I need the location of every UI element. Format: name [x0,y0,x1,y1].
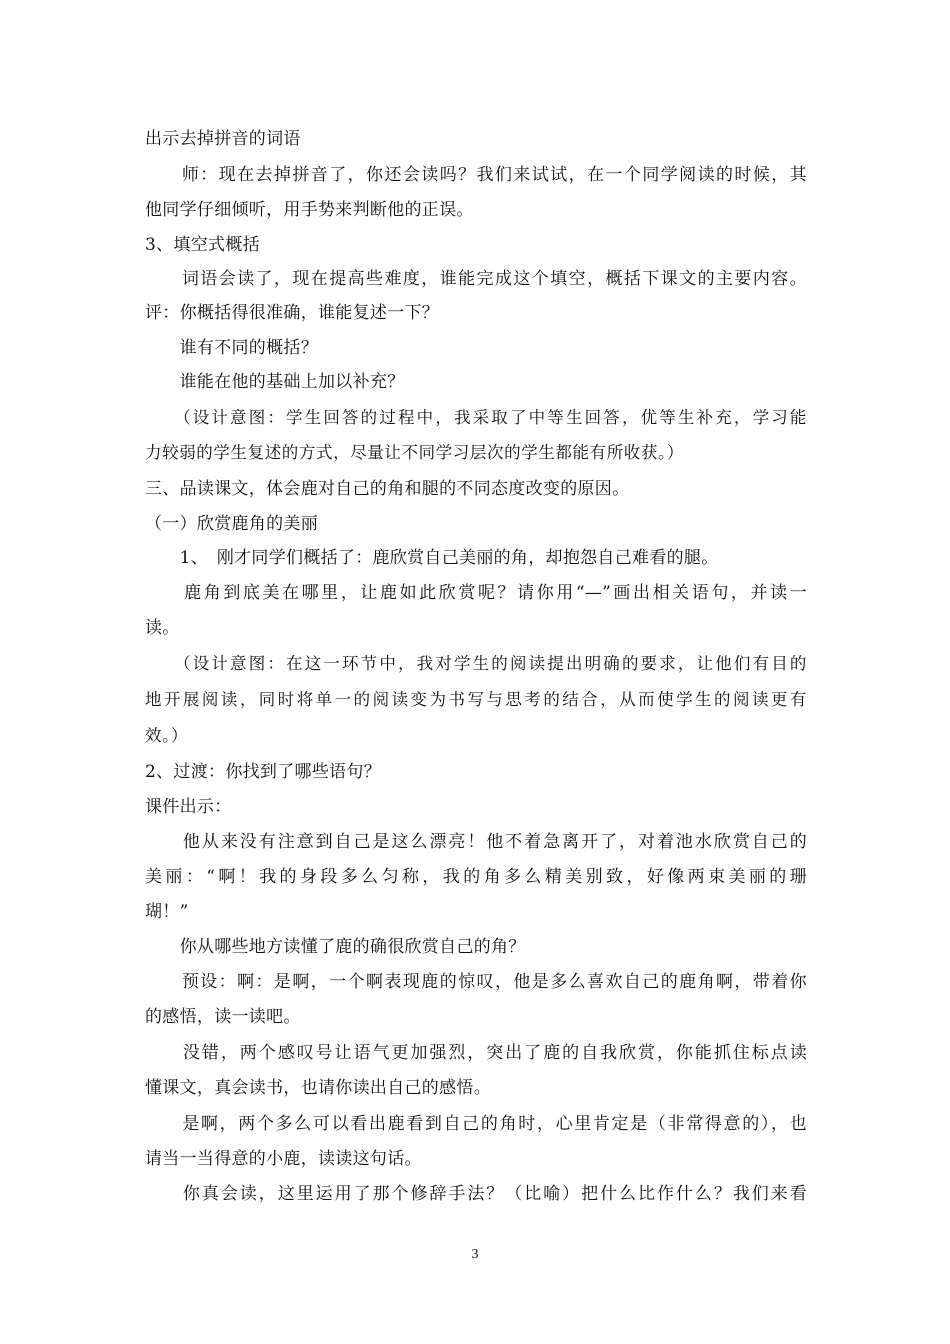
quote-line: 美丽：“啊！我的身段多么匀称，我的角多么精美别致，好像两束美丽的珊 [145,867,807,887]
text-line: 懂课文，真会读书，也请你读出自己的感悟。 [145,1078,491,1098]
quote-line: 他从来没有注意到自己是这么漂亮！他不着急离开了，对着池水欣赏自己的 [145,832,807,852]
subsection-heading: （一）欣赏鹿角的美丽 [145,514,318,534]
section-heading: 三、品读课文，体会鹿对自己的角和腿的不同态度改变的原因。 [145,479,630,499]
section-heading: 2、过渡：你找到了哪些语句？ [145,762,382,782]
text-line: 预设：啊：是啊，一个啊表现鹿的惊叹，他是多么喜欢自己的鹿角啊，带着你 [145,972,807,992]
section-heading: 3、填空式概括 [145,235,260,255]
text-line: 1、 刚才同学们概括了：鹿欣赏自己美丽的角，却抱怨自己难看的腿。 [145,548,719,568]
text-line: 你从哪些地方读懂了鹿的确很欣赏自己的角？ [145,937,526,957]
design-intent-line: （设计意图：学生回答的过程中，我采取了中等生回答，优等生补充，学习能 [145,408,807,427]
text-line: 你真会读，这里运用了那个修辞手法？（比喻）把什么比作什么？我们来看 [145,1184,807,1204]
text-line: 词语会读了，现在提高些难度，谁能完成这个填空，概括下课文的主要内容。 [145,269,807,289]
design-intent-line: （设计意图：在这一环节中，我对学生的阅读提出明确的要求，让他们有目的 [145,654,807,673]
text-line: 鹿角到底美在哪里，让鹿如此欣赏呢？请你用“—”画出相关语句，并读一 [145,583,807,603]
text-line: 的感悟，读一读吧。 [145,1007,301,1027]
quote-line: 瑚！” [145,902,189,922]
text-line: 是啊，两个多么可以看出鹿看到自己的角时，心里肯定是（非常得意的），也 [145,1114,807,1134]
page-number: 3 [471,1247,479,1262]
text-line: 评：你概括得很准确，谁能复述一下？ [145,303,440,323]
design-intent-line: 力较弱的学生复述的方式，尽量让不同学习层次的学生都能有所收获。） [145,443,684,462]
text-line: 谁能在他的基础上加以补充？ [145,372,405,392]
text-line: 出示去掉拼音的词语 [145,129,301,149]
text-line: 没错，两个感叹号让语气更加强烈，突出了鹿的自我欣赏，你能抓住标点读 [145,1043,807,1063]
text-line: 课件出示： [145,797,232,817]
design-intent-line: 效。） [145,726,189,745]
design-intent-line: 地开展阅读，同时将单一的阅读变为书写与思考的结合，从而使学生的阅读更有 [145,690,807,709]
text-line: 谁有不同的概括？ [145,338,318,358]
text-line: 读。 [145,618,180,638]
text-line: 师：现在去掉拼音了，你还会读吗？我们来试试，在一个同学阅读的时候，其 [145,165,807,185]
text-line: 他同学仔细倾听，用手势来判断他的正误。 [145,200,474,220]
text-line: 请当一当得意的小鹿，读读这句话。 [145,1149,422,1169]
